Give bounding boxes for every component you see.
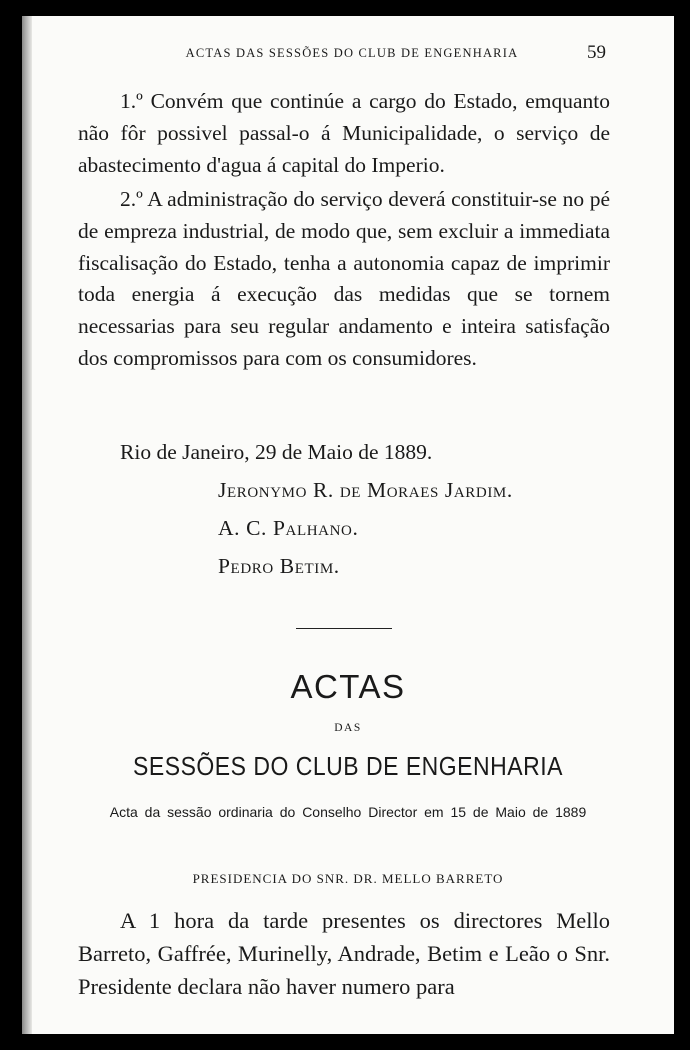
paragraph-3-block — [78, 904, 610, 1003]
paragraph-1: 1.º Convém que continúe a cargo do Estado, emquanto não fôr possivel passal-o á Municipalidade, o serviço de abastecimento d'agua á capital do Imperio. — [78, 89, 610, 177]
document-page — [22, 16, 674, 1034]
page-number: 59 — [587, 42, 606, 63]
dateline: Rio de Janeiro, 29 de Maio de 1889. — [120, 440, 433, 464]
presidency-line: PRESIDENCIA DO SNR. DR. MELLO BARRETO — [192, 871, 504, 886]
paragraph-2: 2.º A administração do serviço deverá constituir-se no pé de empreza industrial, de modo que, sem excluir a immediata fiscalisação do Estado, tenha a autonomia capaz de imprimir toda energia á execução das medidas que se tornem necessarias para seu regular andamento e inteira satisfação dos compromissos para com os consumidores. — [78, 187, 610, 370]
paragraph-1-block — [78, 86, 610, 181]
running-head: ACTAS DAS SESSÕES DO CLUB DE ENGENHARIA — [185, 46, 519, 60]
section-divider — [296, 628, 392, 629]
session-subtitle: Acta da sessão ordinaria do Conselho Director em 15 de Maio de 1889 — [109, 804, 587, 820]
section-title-connector: DAS — [334, 722, 362, 734]
section-title: ACTAS — [290, 668, 406, 705]
section-club-title: SESSÕES DO CLUB DE ENGENHARIA — [133, 751, 563, 781]
signatory-2: A. C. Palhano. — [218, 516, 359, 540]
paragraph-3: A 1 hora da tarde presentes os directores Mello Barreto, Gaffrée, Murinelly, Andrade, Betim e Leão o Snr. Presidente declara não haver numero para — [78, 908, 610, 999]
signatory-3: Pedro Betim. — [218, 554, 340, 578]
signatory-1: Jeronymo R. de Moraes Jardim. — [218, 478, 513, 502]
paragraph-2-block — [78, 184, 610, 375]
